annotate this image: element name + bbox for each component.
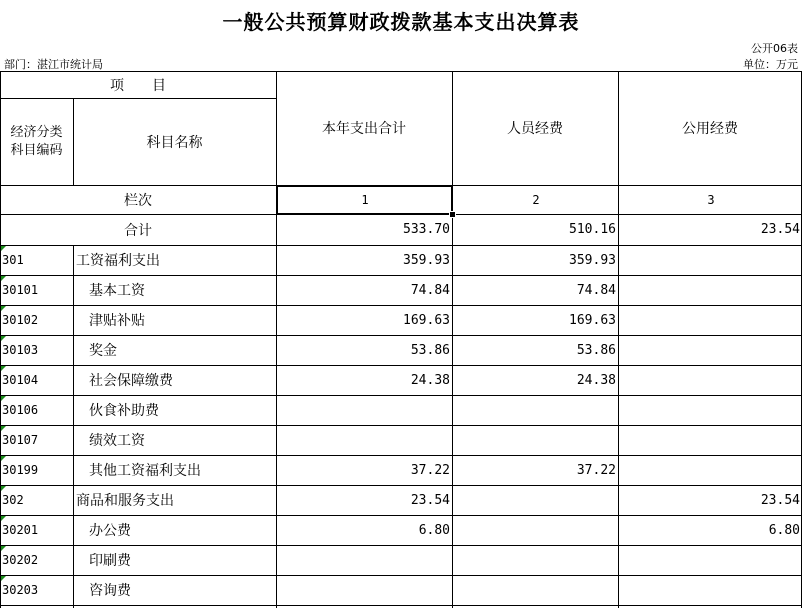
row-code[interactable]: 30203	[2, 583, 39, 597]
row-name[interactable]: 咨询费	[89, 583, 131, 599]
unit-label: 单位：万元	[743, 58, 798, 71]
row-col3[interactable]	[618, 365, 802, 395]
row-col1[interactable]: 53.86	[410, 342, 450, 358]
row-name[interactable]: 工资福利支出	[76, 253, 160, 269]
rank-label: 栏次	[124, 192, 152, 209]
fill-handle[interactable]	[449, 211, 456, 218]
form-number: 公开06表	[751, 42, 798, 55]
row-name[interactable]: 伙食补助费	[89, 403, 159, 419]
header-total-expense: 本年支出合计	[322, 121, 406, 137]
report-title: 一般公共预算财政拨款基本支出决算表	[222, 10, 580, 34]
rank-2[interactable]: 2	[532, 192, 540, 207]
row-code[interactable]: 30107	[2, 433, 39, 447]
row-col2[interactable]: 37.22	[576, 462, 616, 478]
row-code[interactable]: 30199	[2, 463, 39, 477]
selected-cell-border[interactable]	[276, 185, 453, 215]
row-code[interactable]: 30201	[2, 523, 39, 537]
row-col2[interactable]: 24.38	[576, 372, 616, 388]
cell-note-marker	[1, 276, 6, 281]
row-col2[interactable]	[452, 575, 618, 605]
row-col3[interactable]: 6.80	[768, 522, 800, 538]
row-name[interactable]: 基本工资	[89, 283, 145, 299]
cell-note-marker	[1, 456, 6, 461]
row-col1[interactable]	[276, 395, 452, 425]
row-col2[interactable]	[452, 395, 618, 425]
row-col1[interactable]: 24.38	[410, 372, 450, 388]
rank-1[interactable]: 1	[361, 192, 369, 207]
row-col2[interactable]	[452, 515, 618, 545]
row-col1[interactable]: 359.93	[403, 252, 450, 268]
row-col1[interactable]	[276, 545, 452, 575]
row-col1[interactable]: 74.84	[410, 282, 450, 298]
row-name[interactable]: 办公费	[89, 523, 131, 539]
row-col1[interactable]	[276, 425, 452, 455]
row-code[interactable]: 30202	[2, 553, 39, 567]
row-name[interactable]: 社会保障缴费	[89, 373, 173, 389]
total-col1[interactable]: 533.70	[403, 222, 450, 237]
row-col1[interactable]: 169.63	[403, 312, 450, 328]
row-col2[interactable]: 169.63	[569, 312, 616, 328]
row-col2[interactable]: 74.84	[576, 282, 616, 298]
row-col2[interactable]: 53.86	[576, 342, 616, 358]
row-col1[interactable]	[276, 575, 452, 605]
cell-note-marker	[1, 366, 6, 371]
cell-note-marker	[1, 576, 6, 581]
row-code[interactable]: 30103	[2, 343, 39, 357]
header-code: 经济分类 科目编码	[10, 124, 63, 158]
row-name[interactable]: 商品和服务支出	[76, 493, 174, 509]
header-item: 项 目	[110, 77, 166, 94]
row-col2[interactable]: 359.93	[569, 252, 616, 268]
row-name[interactable]: 绩效工资	[89, 433, 145, 449]
row-col3[interactable]	[618, 275, 802, 305]
row-name[interactable]: 印刷费	[89, 553, 131, 569]
cell-note-marker	[1, 306, 6, 311]
cell-note-marker	[1, 546, 6, 551]
cell-note-marker	[1, 336, 6, 341]
cell-note-marker	[1, 516, 6, 521]
row-col3[interactable]	[618, 425, 802, 455]
row-name[interactable]: 奖金	[89, 343, 117, 359]
row-col2[interactable]	[452, 485, 618, 515]
row-col3[interactable]	[618, 455, 802, 485]
row-col3[interactable]: 23.54	[760, 492, 800, 508]
row-col2[interactable]	[452, 545, 618, 575]
row-code[interactable]: 30106	[2, 403, 39, 417]
header-name: 科目名称	[146, 134, 203, 151]
total-col3[interactable]: 23.54	[760, 222, 800, 237]
cell-note-marker	[1, 246, 6, 251]
header-public: 公用经费	[682, 121, 738, 137]
row-name[interactable]: 津贴补贴	[89, 313, 145, 329]
row-col3[interactable]	[618, 545, 802, 575]
row-col3[interactable]	[618, 335, 802, 365]
department-label: 部门：湛江市统计局	[4, 58, 103, 71]
cell-note-marker	[1, 486, 6, 491]
rank-3[interactable]: 3	[707, 192, 715, 207]
row-col1[interactable]: 6.80	[418, 522, 450, 538]
cell-note-marker	[1, 396, 6, 401]
cell-note-marker	[1, 426, 6, 431]
row-code[interactable]: 302	[2, 493, 24, 507]
row-col1[interactable]: 37.22	[410, 462, 450, 478]
row-code[interactable]: 30104	[2, 373, 39, 387]
row-col3[interactable]	[618, 575, 802, 605]
total-col2[interactable]: 510.16	[569, 222, 616, 237]
budget-table	[0, 71, 802, 608]
row-col3[interactable]	[618, 245, 802, 275]
header-personnel: 人员经费	[507, 121, 563, 137]
row-col1[interactable]: 23.54	[410, 492, 450, 508]
row-col2[interactable]	[452, 425, 618, 455]
row-col3[interactable]	[618, 305, 802, 335]
row-code[interactable]: 301	[2, 253, 24, 267]
row-col3[interactable]	[618, 395, 802, 425]
row-code[interactable]: 30102	[2, 313, 39, 327]
row-code[interactable]: 30101	[2, 283, 39, 297]
total-label: 合计	[124, 222, 152, 239]
row-name[interactable]: 其他工资福利支出	[89, 463, 201, 479]
